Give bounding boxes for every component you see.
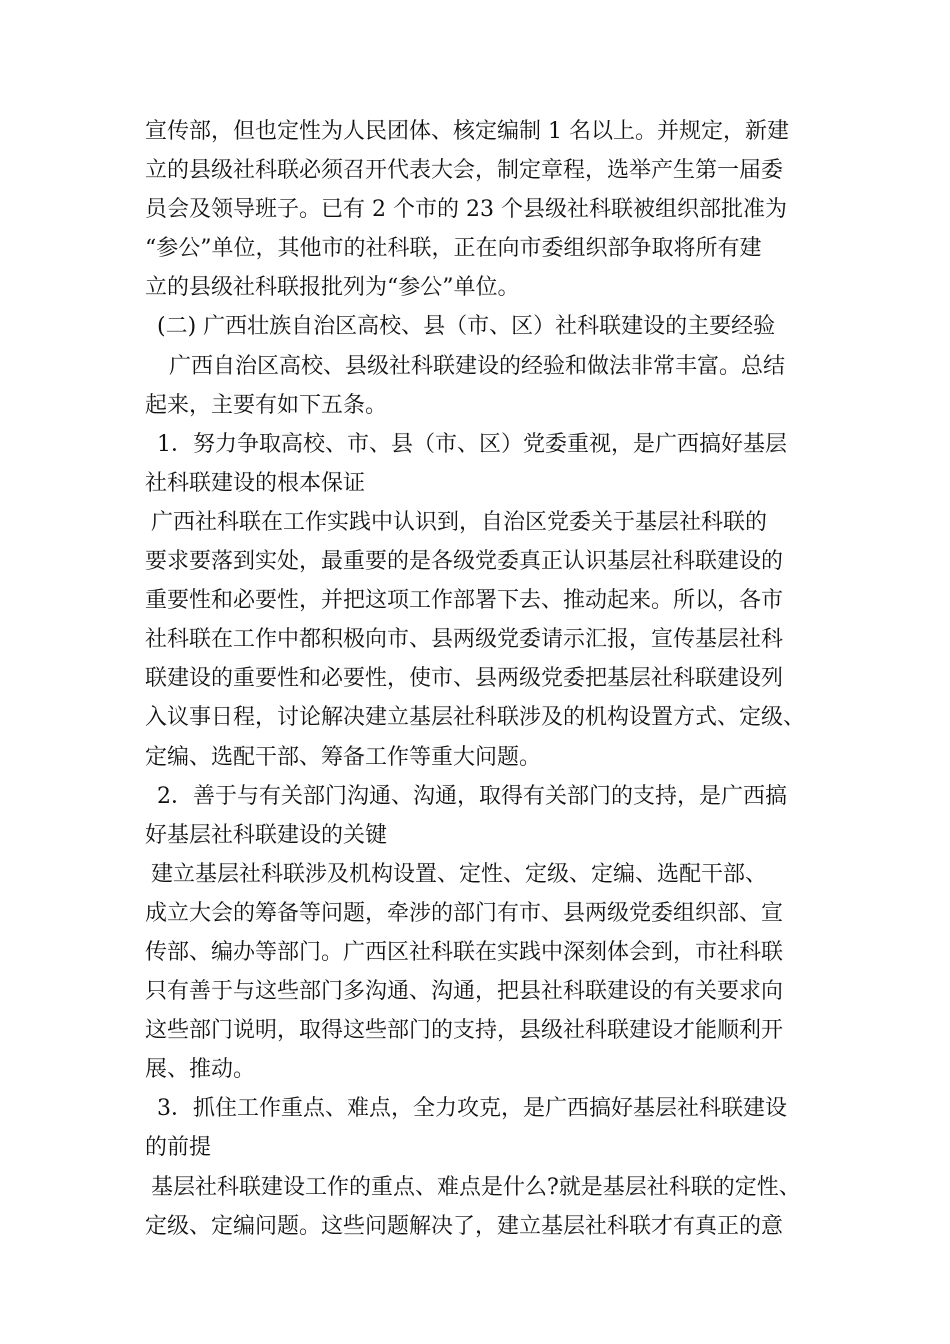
paragraph-start: 广西社科联在工作实践中认识到，自治区党委关于基层社科联的 [151,509,768,535]
text-line: 的前提 [145,1135,212,1161]
numbered-heading: 1．努力争取高校、市、县（市、区）党委重视，是广西搞好基层 [157,431,787,457]
text-line: 传部、编办等部门。广西区社科联在实践中深刻体会到，市社科联 [145,939,784,965]
text-line: 成立大会的筹备等问题，牵涉的部门有市、县两级党委组织部、宣 [145,900,784,926]
section-heading: (二) 广西壮族自治区高校、县（市、区）社科联建设的主要经验 [157,314,776,340]
paragraph-start: 建立基层社科联涉及机构设置、定性、定级、定编、选配干部、 [151,861,768,887]
text-line: 定编、选配干部、筹备工作等重大问题。 [145,744,542,770]
text-line: 要求要落到实处，最重要的是各级党委真正认识基层社科联建设的 [145,549,784,575]
text-line: 联建设的重要性和必要性，使市、县两级党委把基层社科联建设列 [145,666,784,692]
text-line: 定级、定编问题。这些问题解决了，建立基层社科联才有真正的意 [145,1213,784,1239]
numbered-heading: 3．抓住工作重点、难点，全力攻克，是广西搞好基层社科联建设 [157,1096,787,1122]
body-text [145,112,825,1246]
text-line: 入议事日程，讨论解决建立基层社科联涉及的机构设置方式、定级、 [145,705,806,731]
paragraph-start: 广西自治区高校、县级社科联建设的经验和做法非常丰富。总结 [169,353,786,379]
text-line: “参公”单位，其他市的社科联，正在向市委组织部争取将所有建 [145,236,762,262]
text-line: 立的县级社科联必须召开代表大会，制定章程，选举产生第一届委 [145,158,784,184]
text-line: 立的县级社科联报批列为“参公”单位。 [145,275,520,301]
text-line: 只有善于与这些部门多沟通、沟通，把县社科联建设的有关要求向 [145,979,784,1005]
text-line: 宣传部，但也定性为人民团体、核定编制 1 名以上。并规定，新建 [145,119,789,144]
paragraph-start: 基层社科联建设工作的重点、难点是什么?就是基层社科联的定性、 [151,1174,801,1200]
text-line: 好基层社科联建设的关键 [145,822,388,848]
text-line: 这些部门说明，取得这些部门的支持，县级社科联建设才能顺利开 [145,1018,784,1044]
text-line: 重要性和必要性，并把这项工作部署下去、推动起来。所以，各市 [145,588,784,614]
text-line: 展、推动。 [145,1057,256,1083]
text-line: 社科联建设的根本保证 [145,470,366,496]
text-line: 社科联在工作中都积极向市、县两级党委请示汇报，宣传基层社科 [145,627,784,653]
text-line: 员会及领导班子。已有 2 个市的 23 个县级社科联被组织部批准为 [145,197,787,223]
numbered-heading: 2．善于与有关部门沟通、沟通，取得有关部门的支持，是广西搞 [157,783,787,809]
text-line: 起来，主要有如下五条。 [145,392,388,418]
